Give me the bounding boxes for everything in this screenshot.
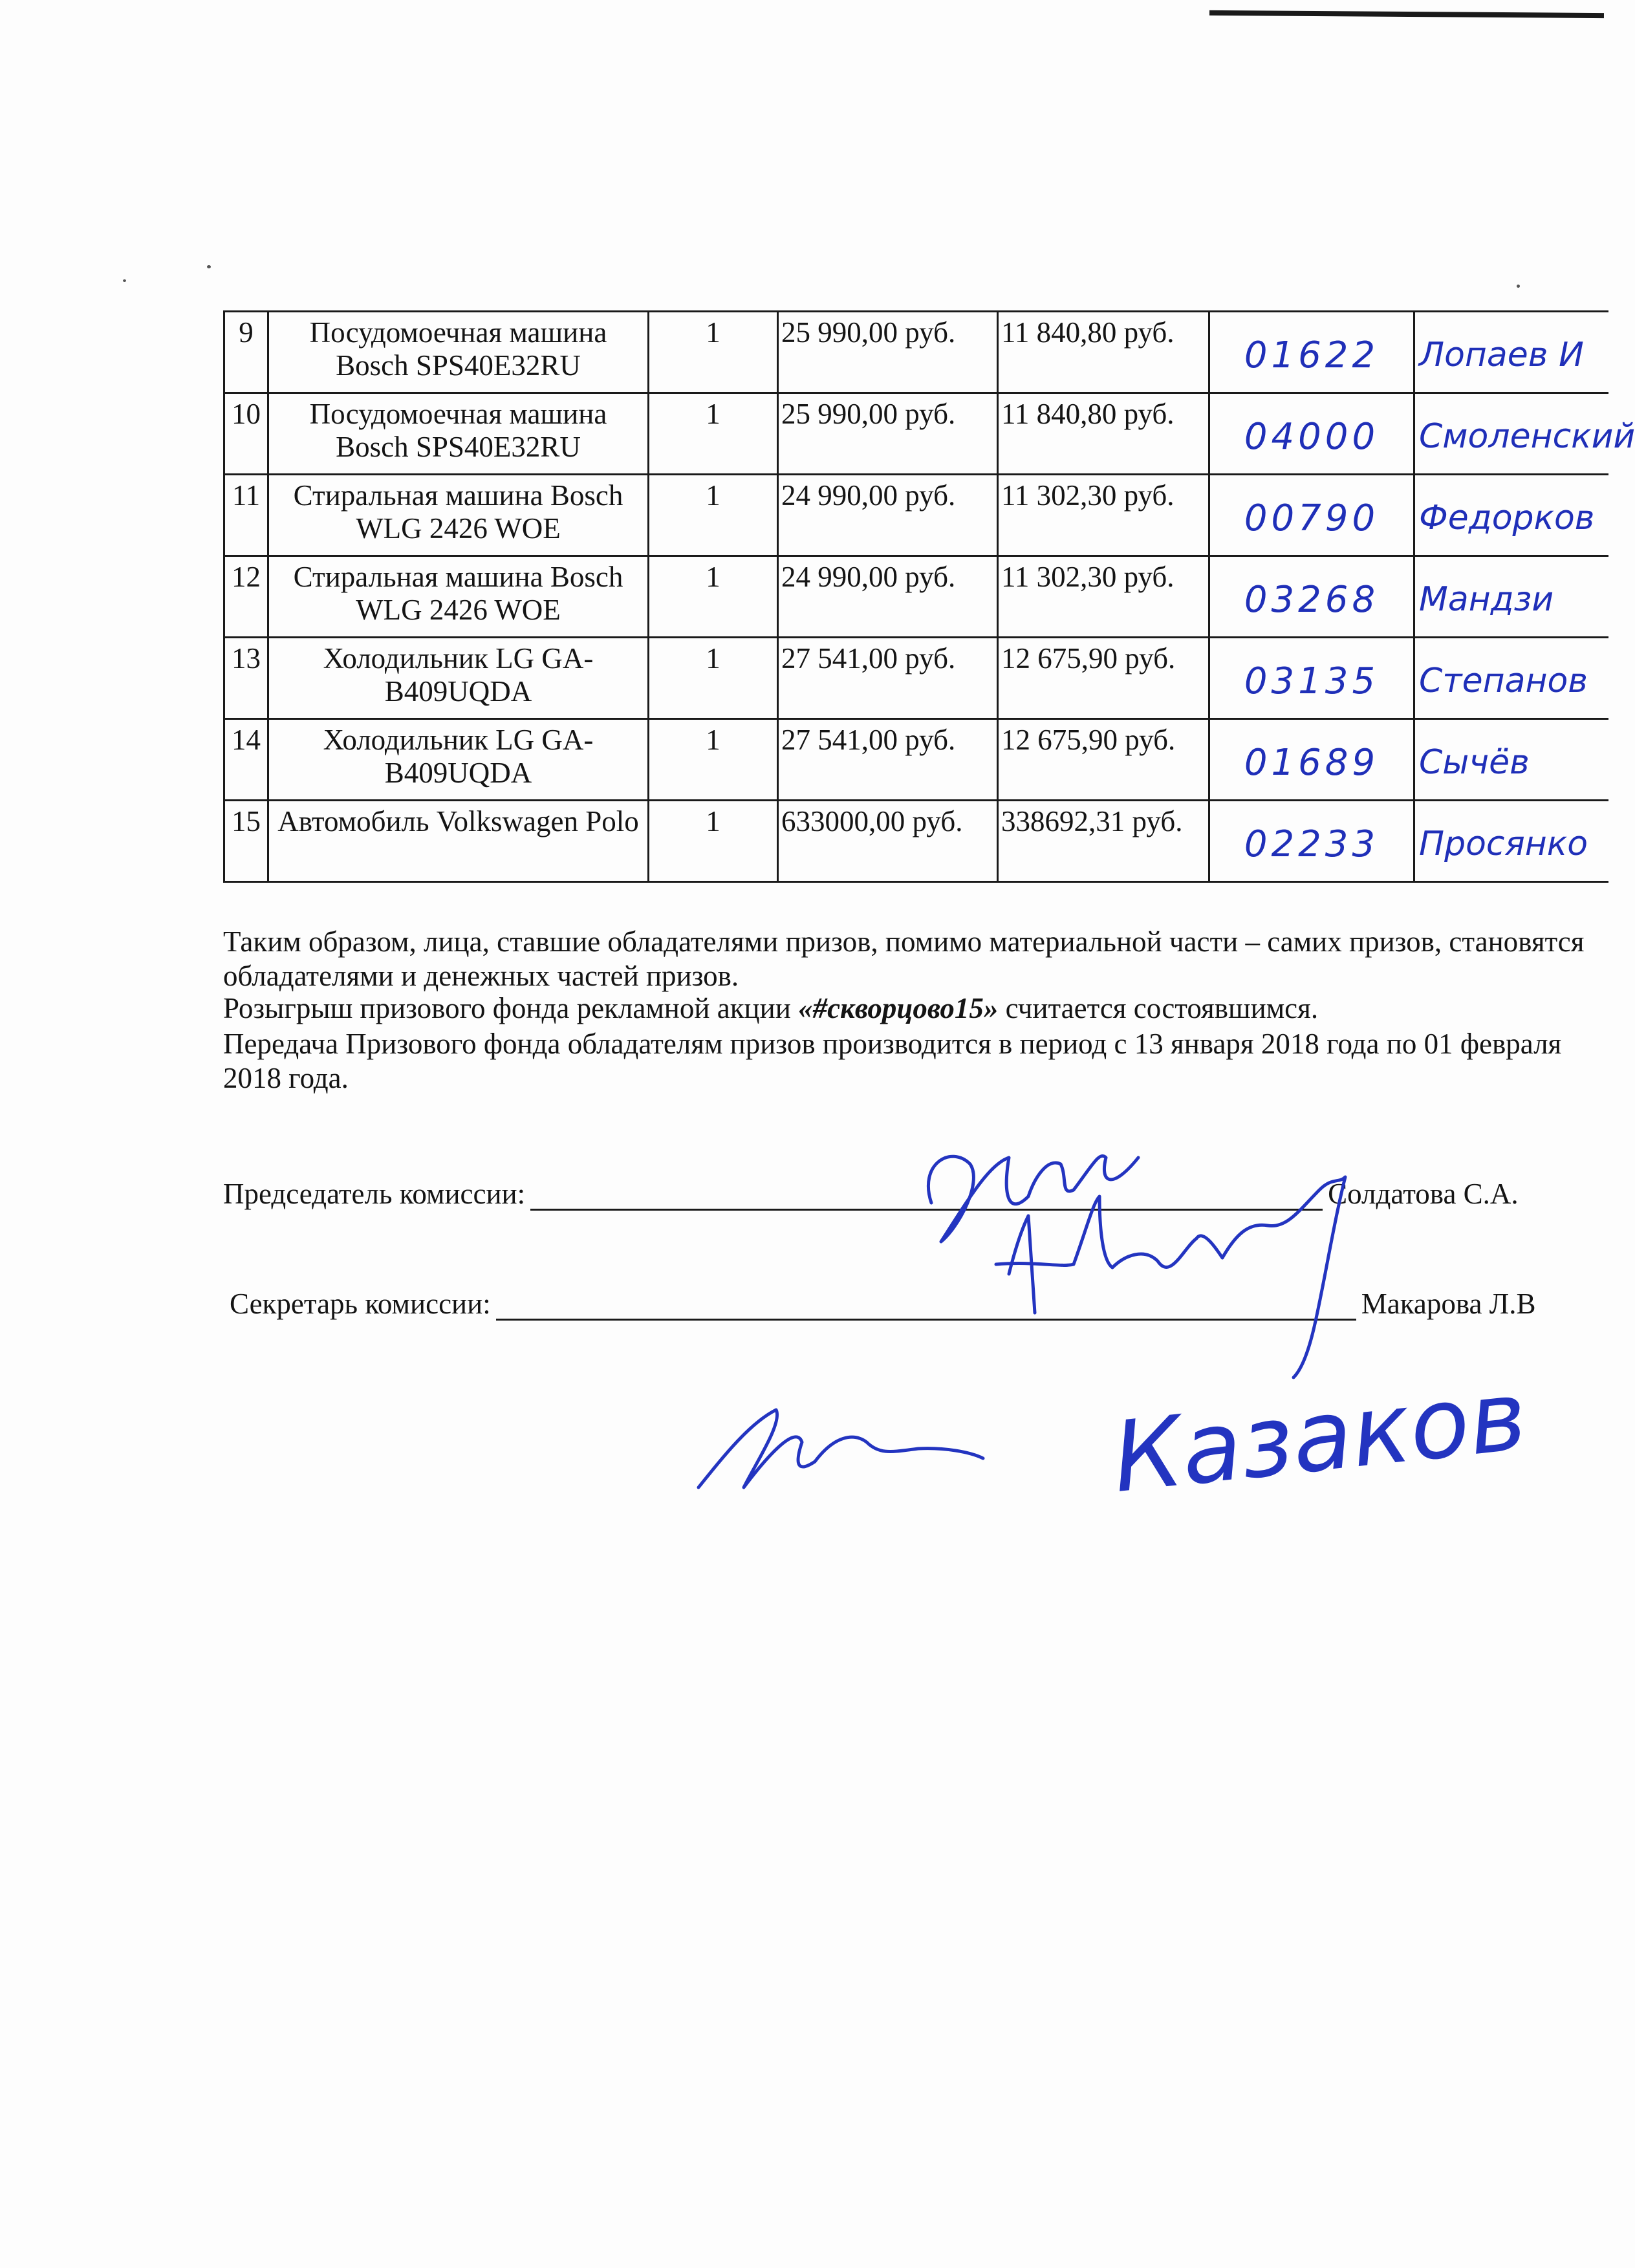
row-number: 10 — [224, 393, 268, 475]
prize-price: 27 541,00 руб. — [778, 719, 998, 801]
row-number: 14 — [224, 719, 268, 801]
handwritten-winner: Федорков — [1414, 475, 1608, 556]
prize-price: 27 541,00 руб. — [778, 638, 998, 719]
row-number: 12 — [224, 556, 268, 638]
prize-quantity: 1 — [649, 475, 778, 556]
handwritten-code: 00790 — [1209, 475, 1414, 556]
prize-price: 24 990,00 руб. — [778, 475, 998, 556]
handwritten-code: 04000 — [1209, 393, 1414, 475]
prize-quantity: 1 — [649, 638, 778, 719]
row-number: 9 — [224, 312, 268, 393]
handwritten-winner: Смоленский — [1414, 393, 1608, 475]
prize-name: Посудомоечная машина Bosch SPS40E32RU — [268, 312, 649, 393]
summary-paragraph: Таким образом, лица, ставшие обладателями призов, помимо материальной части – самих призов, становятся обладателями и денежных частей призов. — [223, 925, 1585, 993]
handwritten-code: 02233 — [1209, 801, 1414, 882]
prize-quantity: 1 — [649, 393, 778, 475]
handwritten-code: 01622 — [1209, 312, 1414, 393]
prize-quantity: 1 — [649, 312, 778, 393]
row-number: 15 — [224, 801, 268, 882]
secretary-name: Макарова Л.В — [1361, 1288, 1536, 1320]
prize-price: 25 990,00 руб. — [778, 312, 998, 393]
transfer-paragraph: Передача Призового фонда обладателям призов производится в период с 13 января 2018 года по 01 февраля 2018 года. — [223, 1028, 1562, 1095]
handwritten-code: 03135 — [1209, 638, 1414, 719]
handwritten-winner: Просянко — [1414, 801, 1608, 882]
secretary-signature-scribble — [996, 1177, 1345, 1377]
third-signature-scribble — [698, 1410, 983, 1487]
prize-cash-part: 11 302,30 руб. — [998, 475, 1209, 556]
prize-cash-part: 338692,31 руб. — [998, 801, 1209, 882]
prize-name: Стиральная машина Bosch WLG 2426 WOE — [268, 556, 649, 638]
prize-cash-part: 11 840,80 руб. — [998, 312, 1209, 393]
row-number: 11 — [224, 475, 268, 556]
chairman-label: Председатель комиссии: — [223, 1178, 526, 1210]
handwritten-winner: Мандзи — [1414, 556, 1608, 638]
handwritten-winner: Степанов — [1414, 638, 1608, 719]
prize-price: 633000,00 руб. — [778, 801, 998, 882]
result-text-start: Розыгрыш призового фонда рекламной акции — [223, 992, 799, 1024]
prize-cash-part: 12 675,90 руб. — [998, 638, 1209, 719]
prize-quantity: 1 — [649, 556, 778, 638]
prize-price: 24 990,00 руб. — [778, 556, 998, 638]
prize-cash-part: 11 302,30 руб. — [998, 556, 1209, 638]
prize-name: Стиральная машина Bosch WLG 2426 WOE — [268, 475, 649, 556]
chairman-signature-scribble — [928, 1156, 1138, 1242]
handwritten-code: 01689 — [1209, 719, 1414, 801]
secretary-label: Секретарь комиссии: — [230, 1288, 491, 1320]
prize-name: Холодильник LG GA-B409UQDA — [268, 638, 649, 719]
chairman-name: Солдатова С.А. — [1328, 1178, 1519, 1210]
handwritten-surname: Казаков — [1107, 1359, 1532, 1515]
handwritten-winner: Сычёв — [1414, 719, 1608, 801]
result-text-end: считается состоявшимся. — [998, 992, 1319, 1024]
prize-name: Холодильник LG GA-B409UQDA — [268, 719, 649, 801]
handwritten-winner: Лопаев И — [1414, 312, 1608, 393]
prize-name: Автомобиль Volkswagen Polo — [268, 801, 649, 882]
campaign-hashtag: «#скворцово15» — [798, 992, 999, 1024]
prize-quantity: 1 — [649, 801, 778, 882]
handwritten-code: 03268 — [1209, 556, 1414, 638]
prize-cash-part: 11 840,80 руб. — [998, 393, 1209, 475]
prize-quantity: 1 — [649, 719, 778, 801]
prize-name: Посудомоечная машина Bosch SPS40E32RU — [268, 393, 649, 475]
row-number: 13 — [224, 638, 268, 719]
prize-price: 25 990,00 руб. — [778, 393, 998, 475]
prize-cash-part: 12 675,90 руб. — [998, 719, 1209, 801]
